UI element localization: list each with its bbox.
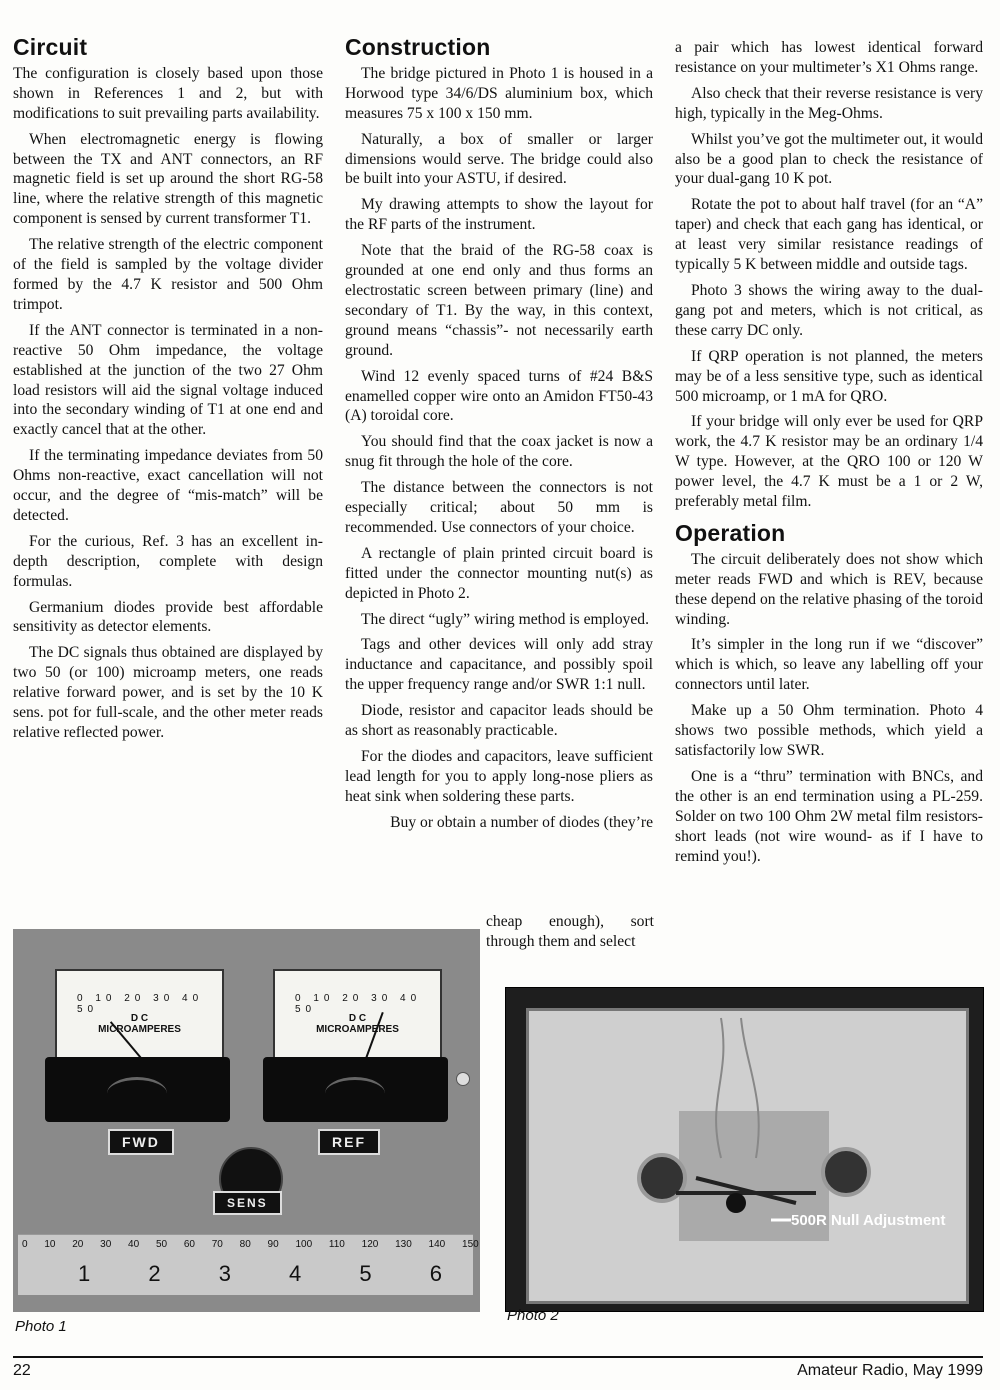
page-number: 22	[13, 1362, 31, 1379]
label-sens: SENS	[213, 1191, 282, 1215]
meter-reflected	[263, 969, 448, 1119]
label-fwd: FWD	[108, 1129, 174, 1155]
journal-issue: Amateur Radio, May 1999	[797, 1362, 983, 1379]
paragraph: For the curious, Ref. 3 has an excellent in-depth description, complete with design formulas.	[13, 532, 323, 590]
screw-icon	[456, 1072, 470, 1086]
paragraph: One is a “thru” termination with BNCs, and the other is an end termination using a PL-259. Solder on two 100 Ohm 2W metal film resistors- short leads (not wire wound- as if I have to remind you!).	[675, 767, 983, 865]
meter-face	[273, 969, 442, 1065]
photo-1-bridge-front	[13, 929, 480, 1312]
section-heading-circuit: Circuit	[13, 34, 88, 60]
meter-scale: 0 10 20 30 40 50	[295, 993, 422, 1015]
paragraph: Make up a 50 Ohm termination. Photo 4 shows two possible methods, which yield a satisfactorily low SWR.	[675, 702, 983, 759]
paragraph: The relative strength of the electric component of the field is sampled by the voltage divider formed by the 4.7 K resistor and 500 Ohm trimpot.	[13, 236, 323, 313]
paragraph: My drawing attempts to show the layout for the RF parts of the instrument.	[345, 196, 653, 234]
ruler	[18, 1234, 479, 1295]
meter-arc	[325, 1077, 385, 1110]
photo-2-caption: Photo 2	[507, 1307, 559, 1324]
ruler-inch-scale: 1 2 3 4 5 6	[78, 1261, 442, 1286]
paragraph: Naturally, a box of smaller or larger dimensions would serve. The bridge could also be built into your ASTU, if desired.	[345, 130, 653, 188]
paragraph: If your bridge will only ever be used for QRP work, the 4.7 K resistor may be an ordinary 1/4 W type. However, at the QRO 100 or 120 W power level, the 4.7 K must be a 1 or 2 W, preferably metal film.	[675, 413, 983, 511]
null-adjustment-annotation: 500R Null Adjustment	[791, 1212, 946, 1229]
paragraph: Tags and other devices will only add stray inductance and capacitance, and possibly spoil the upper frequency range and/or SWR 1:1 null.	[345, 636, 653, 694]
paragraph: When electromagnetic energy is flowing between the TX and ANT connectors, an RF magnetic field is set up around the short RG-58 line, where the relative strength of this magnetic component is sensed by current transformer T1.	[13, 130, 323, 228]
paragraph: Whilst you’ve got the multimeter out, it would also be a good plan to check the resistance of your dual-gang 10 K pot.	[675, 130, 983, 188]
meter-face	[55, 969, 224, 1065]
paragraph: If QRP operation is not planned, the meters may be of a less sensitive type, such as identical 500 microamp, or 1 mA for QRO.	[675, 347, 983, 405]
paragraph: If the ANT connector is terminated in a non-reactive 50 Ohm impedance, the voltage established at the junction of the two 27 Ohm load resistors will aid the signal voltage induced into the secondary winding of T1 at one end and exactly cancel that at the other.	[13, 321, 323, 439]
paragraph-wrap-tail: cheap enough), sort through them and select	[486, 913, 654, 950]
paragraph: If the terminating impedance deviates from 50 Ohms non-reactive, exact cancellation will not occur, and the degree of “mis-match” will be detected.	[13, 447, 323, 524]
section-heading-construction: Construction	[345, 34, 491, 60]
meter-dc-label: D C MICROAMPERES	[316, 1013, 399, 1035]
meter-dc-label: D C MICROAMPERES	[98, 1013, 181, 1035]
photo-2-bridge-interior	[505, 987, 984, 1312]
paragraph: A rectangle of plain printed circuit board is fitted under the connector mounting nut(s) as depicted in Photo 2.	[345, 544, 653, 602]
column-continued	[675, 38, 983, 872]
paragraph: Also check that their reverse resistance is very high, typically in the Meg-Ohms.	[675, 84, 983, 122]
paragraph: Wind 12 evenly spaced turns of #24 B&S enamelled copper wire onto an Amidon FT50-43 (A) toroidal core.	[345, 367, 653, 425]
meter-forward	[45, 969, 230, 1119]
paragraph: The direct “ugly” wiring method is employed.	[361, 610, 649, 628]
wiring-drawing	[506, 988, 983, 1311]
paragraph: The circuit deliberately does not show which meter reads FWD and which is REV, because these depend on the relative phasing of the toroid winding.	[675, 550, 983, 628]
meter-scale: 0 10 20 30 40 50	[77, 993, 204, 1015]
paragraph: For the diodes and capacitors, leave sufficient lead length for you to apply long-nose pliers as heat sink when soldering these parts.	[345, 748, 653, 805]
paragraph: a pair which has lowest identical forward resistance on your multimeter’s X1 Ohms range.	[675, 39, 983, 76]
paragraph: You should find that the coax jacket is now a snug fit through the hole of the core.	[345, 433, 653, 471]
ruler-mm-scale: 0 10 20 30 40 50 60 70 80 90 100 110 120 130 140 150	[22, 1239, 479, 1250]
paragraph: Buy or obtain a number of diodes (they’re	[390, 813, 653, 831]
column-circuit	[13, 34, 323, 749]
paragraph: The bridge pictured in Photo 1 is housed in a Horwood type 34/6/DS aluminium box, which measures 75 x 100 x 150 mm.	[345, 64, 653, 122]
paragraph: The configuration is closely based upon those shown in References 1 and 2, but with modifications to suit prevailing parts availability.	[13, 64, 323, 122]
footer-rule	[13, 1356, 983, 1358]
paragraph: It’s simpler in the long run if we “discover” which is which, so leave any labelling off your connectors until later.	[675, 636, 983, 694]
paragraph: Photo 3 shows the wiring away to the dual-gang pot and meters, which is not critical, as these carry DC only.	[675, 281, 983, 339]
photo-1-caption: Photo 1	[15, 1318, 67, 1335]
paragraph: Rotate the pot to about half travel (for an “A” taper) and check that each gang has identical, or at least very similar resistance readings of typically 5 K between middle and outside tags.	[675, 196, 983, 274]
paragraph: The distance between the connectors is not especially critical; about 50 mm is recommended. Use connectors of your choice.	[345, 479, 653, 536]
paragraph: Germanium diodes provide best affordable sensitivity as detector elements.	[13, 598, 323, 636]
paragraph: Diode, resistor and capacitor leads should be as short as reasonably practicable.	[345, 702, 653, 740]
paragraph: Note that the braid of the RG-58 coax is grounded at one end only and thus forms an electrostatic screen between primary (line) and secondary of T1. By the way, in this context, ground means “chassis”- not necessarily earth ground.	[345, 242, 653, 359]
column-construction	[345, 34, 653, 839]
paragraph: The DC signals thus obtained are displayed by two 50 (or 100) microamp meters, one reads relative forward power, and is set by the 10 K sens. pot for full-scale, and the other meter reads relative reflected power.	[13, 644, 323, 741]
section-heading-operation: Operation	[675, 519, 786, 546]
meter-arc	[107, 1077, 167, 1110]
label-ref: REF	[318, 1129, 380, 1155]
